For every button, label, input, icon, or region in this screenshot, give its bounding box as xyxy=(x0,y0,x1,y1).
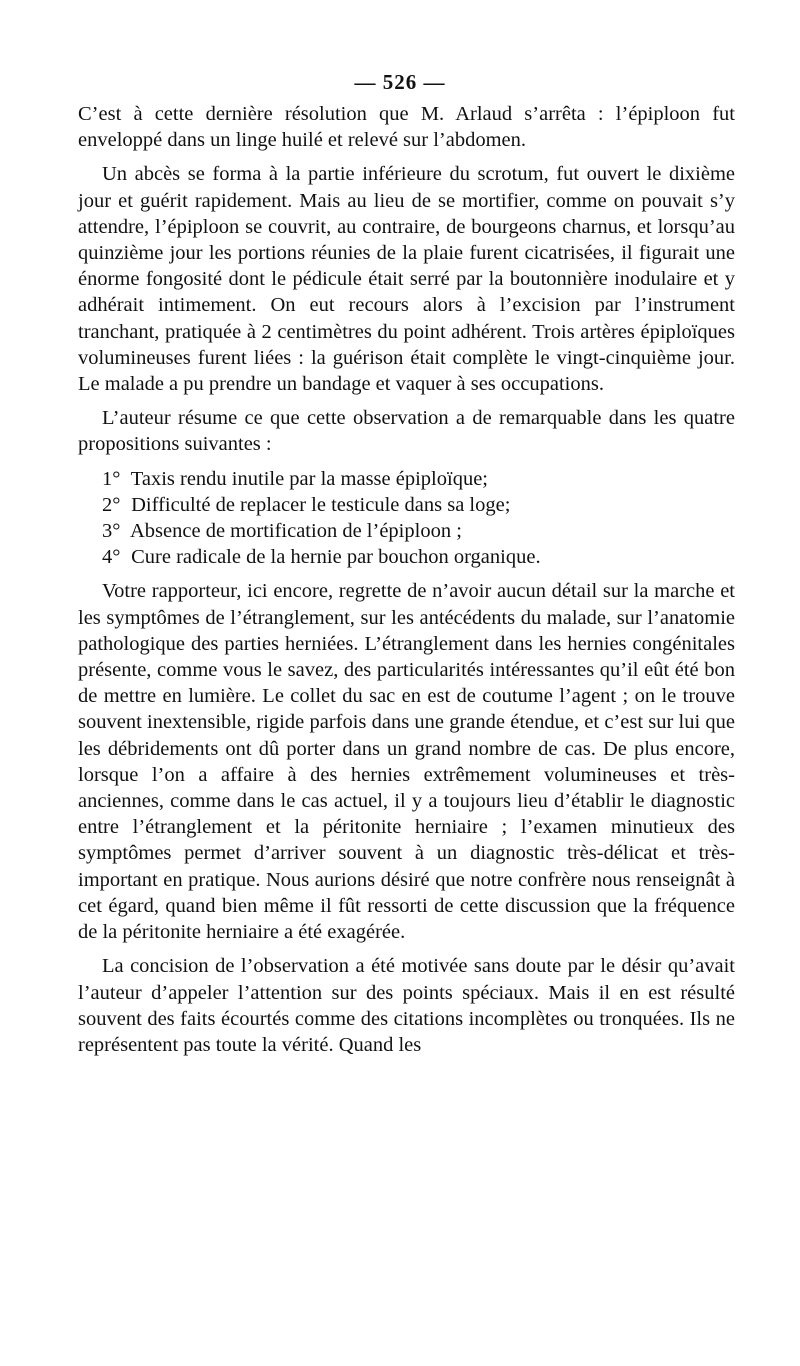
list-item-text: Cure radicale de la hernie par bouchon organique. xyxy=(131,546,541,569)
paragraph-continuation: C’est à cette dernière résolution que M. Arlaud s’arrêta : l’épiploon fut enveloppé dans un linge huilé et relevé sur l’abdomen. xyxy=(78,103,735,152)
list-item-number: 4° xyxy=(102,546,121,569)
list-item xyxy=(102,518,735,544)
list-item-number: 2° xyxy=(102,493,121,516)
paragraph-abscess: Un abcès se forma à la partie inférieure du scrotum, fut ouvert le dixième jour et guérit rapidement. Mais au lieu de se mortifier, comme on pouvait s’y attendre, l’épiploon se couvrit, au contraire, de bourgeons charnus, et lorsqu’au quinzième jour les portions réunies de la plaie furent cicatrisées, il figurait une énorme fongosité dont le pédicule était serré par la boutonnière inodulaire et y adhérait intimement. On eut recours alors à l’excision par l’instrument tranchant, pratiquée à 2 centimètres du point adhérent. Trois artères épiploïques volumineuses furent liées : la guérison était complète le vingt-cinquième jour. Le malade a pu prendre un bandage et vaquer à ses occupations. xyxy=(78,163,735,396)
list-item xyxy=(102,466,735,492)
list-item xyxy=(102,492,735,518)
paragraph-rapporteur: Votre rapporteur, ici encore, regrette de n’avoir aucun détail sur la marche et les symptômes de l’étranglement, sur les antécédents du malade, sur l’anatomie pathologique des parties herniées. L’étranglement dans les hernies congénitales présente, comme vous le savez, des particularités intéressantes qu’il eût été bon de mettre en lumière. Le collet du sac en est de coutume l’agent ; on le trouve souvent inextensible, rigide parfois dans une grande étendue, et c’est sur lui que les débridements ont dû porter dans un grand nombre de cas. De plus encore, lorsque l’on a affaire à des hernies extrêmement volumineuses et très-anciennes, comme dans le cas actuel, il y a toujours lieu d’établir le diagnostic entre l’étranglement et la péritonite herniaire ; l’examen minutieux des symptômes permet d’arriver souvent à un diagnostic très-délicat et très-important en pratique. Nous aurions désiré que notre confrère nous renseignât à cet égard, quand bien même il fût ressorti de cette discussion que la fréquence de la péritonite herniaire a été exagérée. xyxy=(78,580,735,944)
body-text xyxy=(78,101,735,1066)
list-item xyxy=(102,544,735,570)
paragraph-concision: La concision de l’observation a été motivée sans doute par le désir qu’avait l’auteur d’appeler l’attention sur des points spéciaux. Mais il en est résulté souvent des faits écourtés comme des citations incomplètes ou tronquées. Ils ne représentent pas toute la vérité. Quand les xyxy=(78,955,735,1056)
paragraph-summary-intro: L’auteur résume ce que cette observation a de remarquable dans les quatre propositions suivantes : xyxy=(78,407,735,456)
list-item-text: Taxis rendu inutile par la masse épiploïque; xyxy=(130,467,488,490)
list-item-text: Absence de mortification de l’épiploon ; xyxy=(130,520,462,543)
page-number: — 526 — xyxy=(354,70,446,94)
list-item-text: Difficulté de replacer le testicule dans sa loge; xyxy=(131,493,511,516)
propositions-list xyxy=(78,466,735,571)
list-item-number: 3° xyxy=(102,520,121,543)
list-item-number: 1° xyxy=(102,467,121,490)
